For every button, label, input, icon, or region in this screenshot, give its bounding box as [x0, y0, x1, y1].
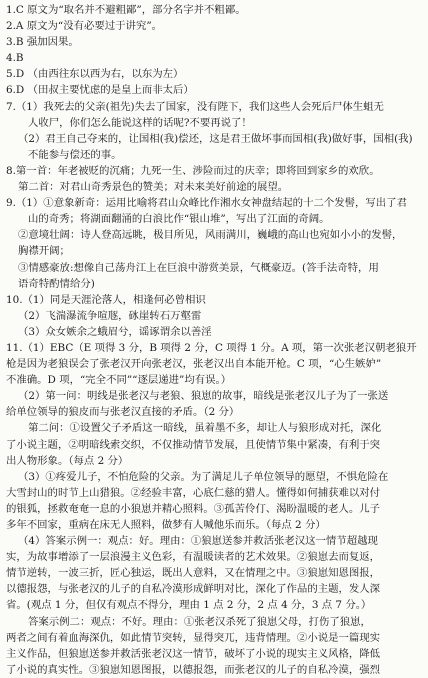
answer-line: 情节逆转，一波三折，匠心独运，既出人意料，又在情理之中。③狼崽知恩图报，: [6, 567, 381, 580]
answer-line: ③情感豪放:想像自己荡舟江上在巨浪中游赏美景，气概豪迈。(答手法奇特，用: [18, 261, 379, 274]
answer-line: 语奇特酌情给分): [18, 277, 95, 290]
answer-line: 山的奇秀；将湖面翻涌的白浪比作“银山堆”，写出了江面的奇阔。: [28, 213, 330, 226]
answer-line: 的银狐，拯救奄奄一息的小狼崽并精心照料。③孤苦伶仃、渴盼温暖的老人。儿子: [6, 502, 381, 515]
answer-line: 9.（1）①意象新奇：运用比喻将君山众峰比作湘水女神盘结起的十二个发髻，写出了君: [6, 197, 407, 210]
answer-line: （2）第一问：明线是张老汉与老狼、狼崽的故事，暗线是张老汉儿子为了一张送: [18, 390, 389, 403]
answer-line: 不能参与偿还的事。: [28, 148, 122, 161]
answer-line: 出人物形象。（每点 2 分）: [6, 454, 129, 467]
answer-line: 不准确。D 项，“完全不同”“逐层递进”均有误。）: [6, 374, 232, 387]
answer-line: 给单位领导的狼皮而与张老汉直接的矛盾。（2 分）: [6, 406, 240, 419]
answer-line: （3）①疼爱儿子，不怕危险的父亲。为了满足儿子单位领导的愿望，不惧危险在: [18, 470, 389, 483]
answer-line: 主义作品，但狼崽送参并救活张老汉这一情节，破坏了小说的现实主义风格，降低: [6, 647, 381, 660]
answer-line: 3.B 强加因果。: [6, 36, 79, 49]
answer-line: （3）众女嫉余之蛾眉兮，谣诼谓余以善淫: [18, 325, 212, 338]
answer-line: 两者之间有着血海深仇，如此情节突转，显得突兀，违背情理。②小说是一篇现实: [6, 631, 381, 644]
answer-line: （2）君王自己夺来的，让国相(我)偿还，这是君王做坏事而国相(我)做好事，国相(我): [18, 132, 413, 145]
answer-line: 8.第一首：年老被贬的沉痛；九死一生、涉险而过的庆幸；即将回到家乡的欢欣。: [6, 164, 380, 177]
answer-line: （4）答案示例一：观点：好。理由：①狼崽送参并救活张老汉这一情节超越现: [18, 535, 378, 548]
answer-line: 第二问：①设置父子矛盾这一暗线，虽着墨不多，却让人与狼形成对托，深化: [28, 422, 382, 435]
answer-line: 了小说的真实性。③狼崽知恩图报，以德报怨，而张老汉的儿子的自私冷漠，强烈: [6, 663, 381, 676]
answer-line: 胸襟开阔；: [18, 245, 70, 258]
answer-line: 6.D （田叔主要忧虑的是皇上而非太后）: [6, 84, 194, 97]
answer-line: 了小说主题，②明暗线索交织，不仅推动情节发展，且使情节集中紧凑，有利于突: [6, 438, 381, 451]
answer-line: 7.（1）我死去的父亲(祖先)失去了国家，没有陛下，我们这些人会死后尸体生蛆无: [6, 100, 384, 113]
answer-line: 11.（1）EBC（E 项得 3 分，B 项得 2 分，C 项得 1 分。A 项，第一次张老汉朝老狼开: [6, 341, 417, 354]
answer-line: 枪是因为老狼误会了张老汉开向张老汉，张老汉出自本能开枪。C 项，“心生嫉妒”: [6, 358, 382, 371]
answer-line: 4.B: [6, 52, 24, 65]
answer-line: 大雪封山的时节上山猎狼。②经验丰富，心底仁慈的猎人。懂得如何捕获难以对付: [6, 486, 381, 499]
answer-line: 实，为故事增添了一层浪漫主义色彩，有温暖读者的艺术效果。②狼崽去而复返，: [6, 551, 381, 564]
answer-line: 多年不回家，重病在床无人照料，做梦有人喊他乐而乐。（每点 2 分）: [6, 519, 326, 531]
answer-line: 人收尸，你们怎么能说这样的话呢?不要再说了！: [28, 116, 252, 129]
answer-line: 1.C 原文为“取名并不避粗鄙”，部分名字并不粗鄙。: [6, 4, 246, 16]
answer-line: 第二首：对君山奇秀景色的赞美；对未来美好前途的展望。: [18, 181, 289, 194]
answer-line: （2）飞湍瀑流争喧豗，砯崖转石万壑雷: [18, 309, 202, 322]
answer-line: 2.A 原文为“没有必要过于讲究”。: [6, 20, 163, 33]
answer-line: 省。(观点 1 分，但仅有观点不得分，理由 1 点 2 分，2 点 4 分，3 点 7 分。）: [6, 599, 372, 612]
answer-line: 10.（1）同是天涯沦落人，相逢何必曾相识: [6, 293, 206, 306]
answer-line: 5.D （由西往东以西为右，以东为左）: [6, 68, 184, 81]
answer-line: ②意境壮阔：诗人登高远眺，极目所见，风雨满川，巍峨的高山也宛如小小的发髻，: [18, 229, 403, 242]
answer-line: 以德报怨，与张老汉的儿子的自私冷漠形成鲜明对比，深化了作品的主题，发人深: [6, 583, 381, 596]
answer-line: 答案示例二：观点：不好。理由：①张老汉杀死了狼崽父母，打伤了狼崽，: [28, 615, 371, 628]
